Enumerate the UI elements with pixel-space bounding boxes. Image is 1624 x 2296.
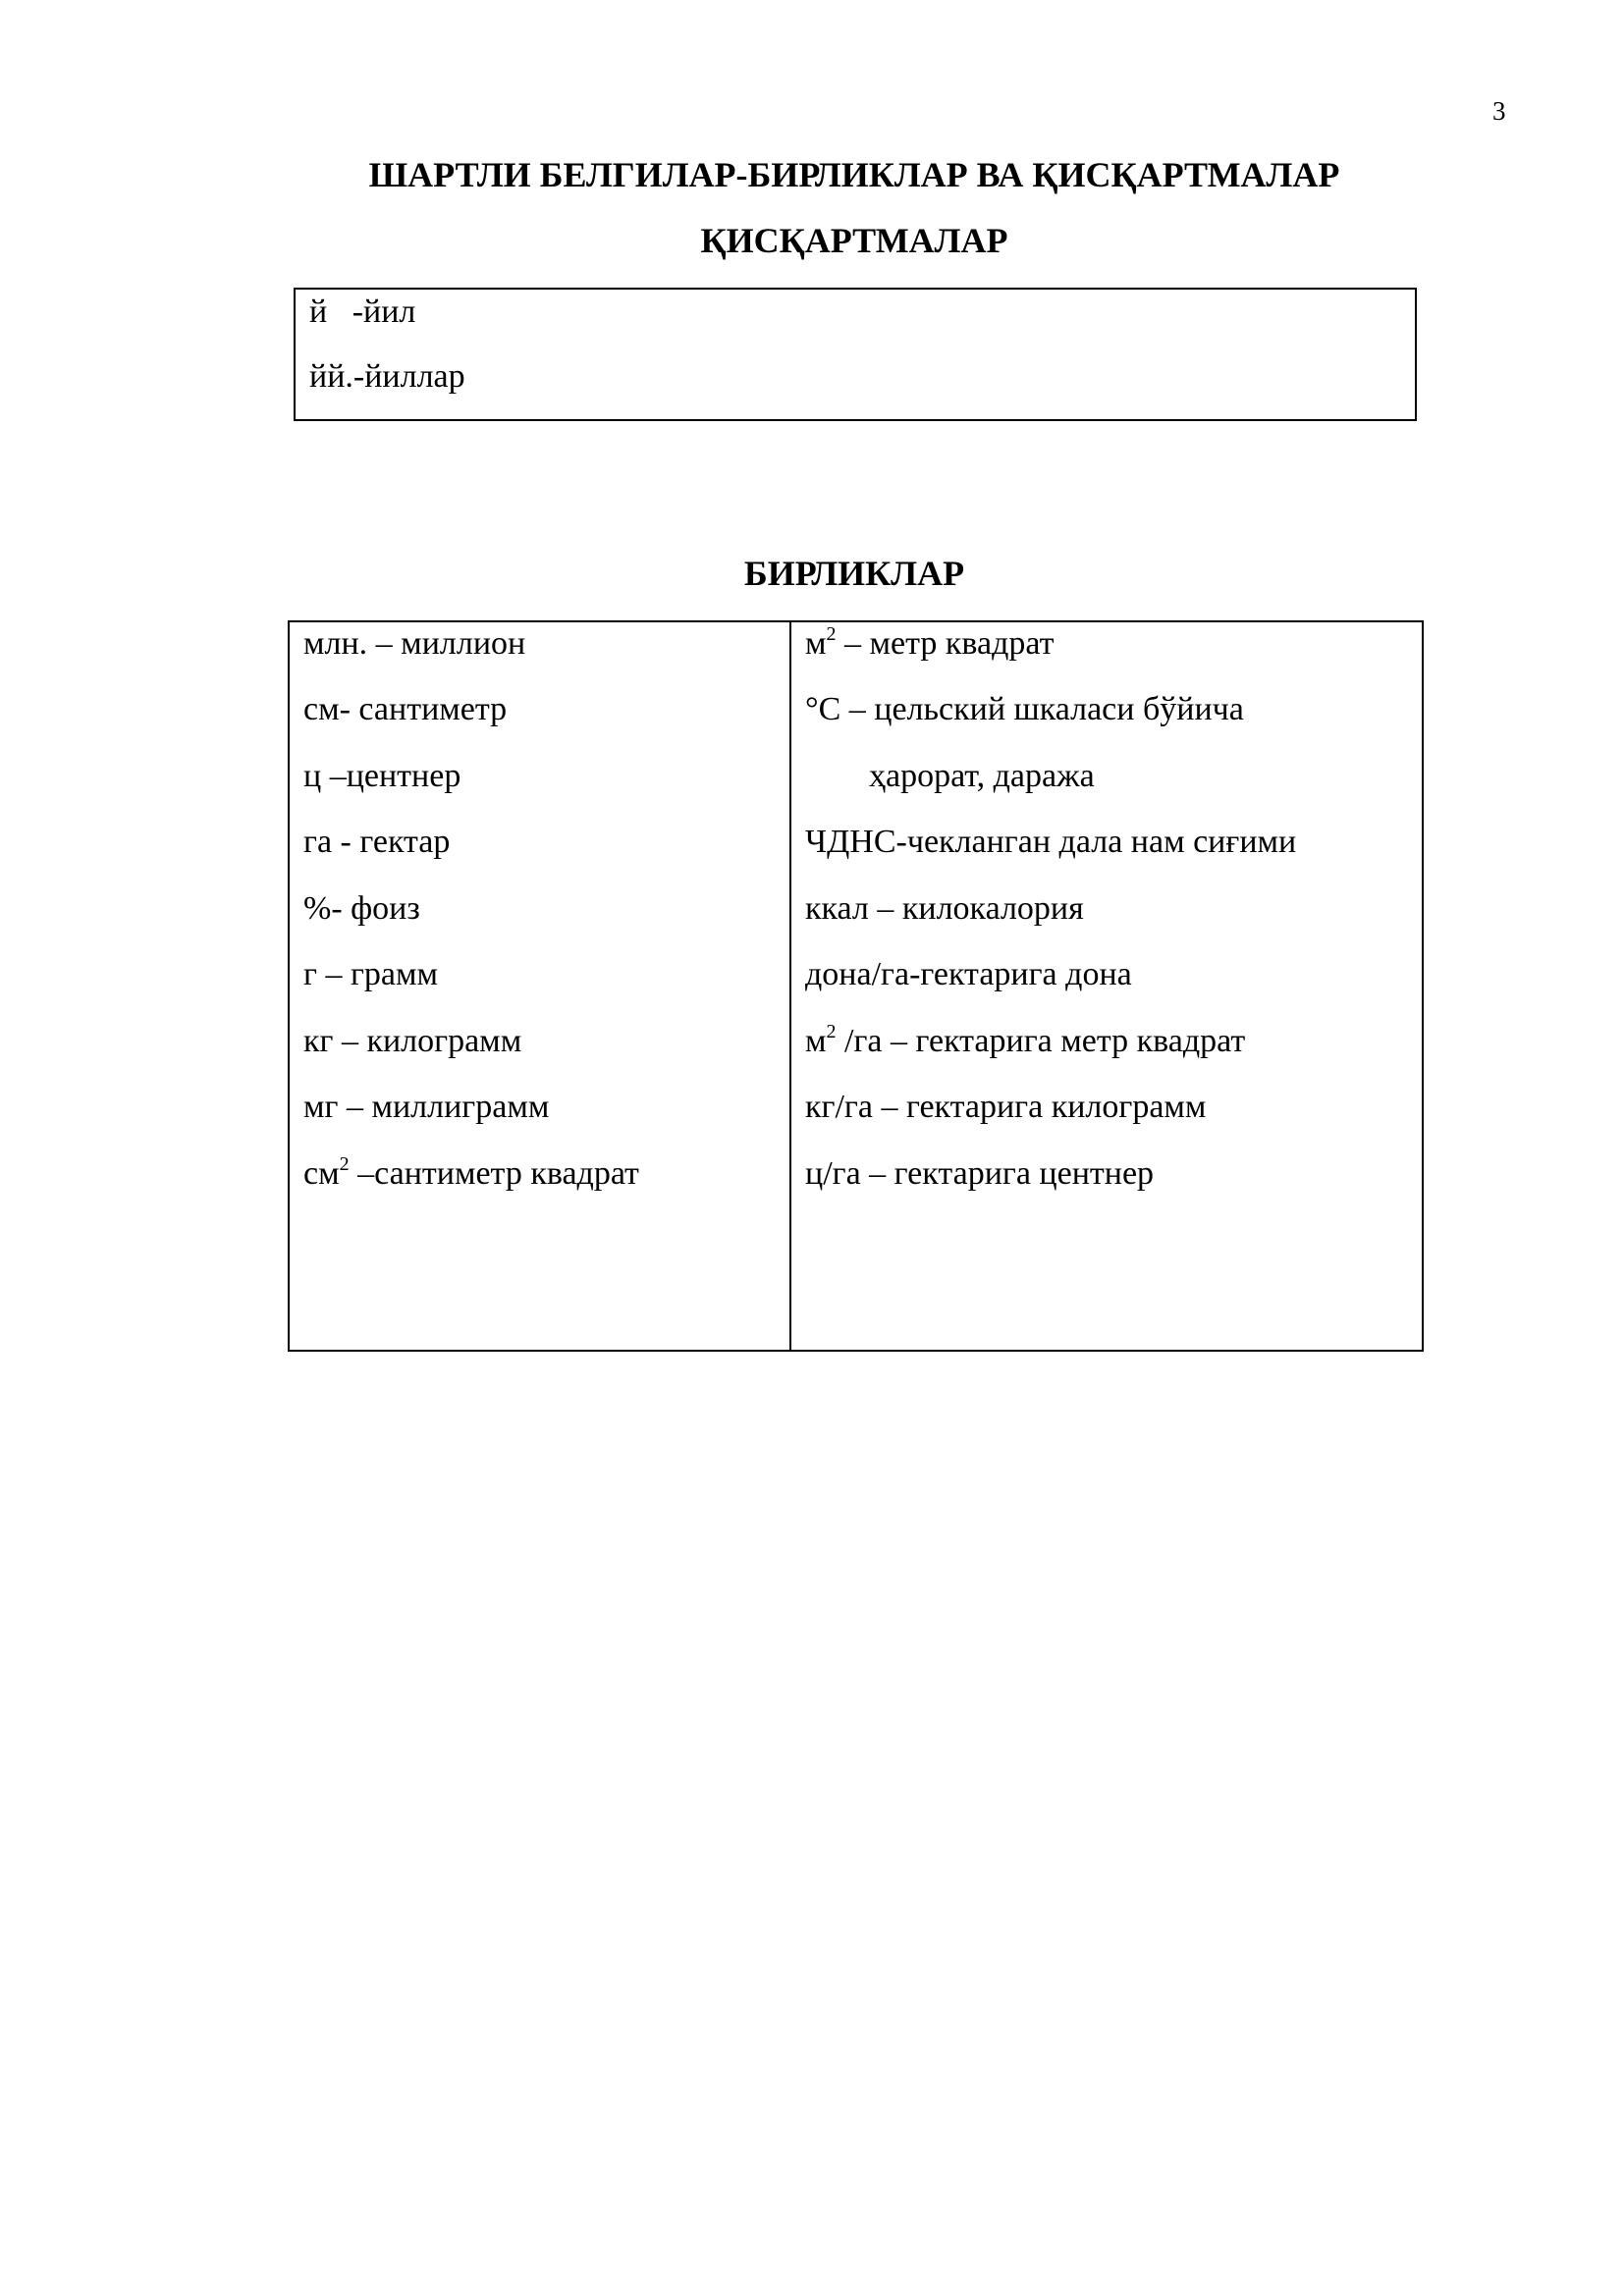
page-number: 3 [1492,96,1506,126]
unit-description: /га – гектарига метр квадрат [836,1023,1246,1059]
abbreviations-title: ҚИСҚАРТМАЛАР [700,221,1008,260]
unit-item: дона/га-гектарига дона [805,956,1132,992]
unit-base: м [805,1023,827,1059]
unit-item: %- фоиз [303,890,420,927]
unit-item: мг – миллиграмм [303,1089,550,1125]
unit-item: ц/га – гектарига центнер [805,1155,1155,1192]
unit-item [805,622,1054,669]
abbreviation-item: й -йил [309,294,416,330]
unit-item: ц –центнер [303,758,461,794]
unit-base: см [303,1155,340,1192]
unit-base: м [805,625,827,662]
unit-item-continued: ҳарорат, даража [869,758,1095,794]
abbreviation-item: йй.-йиллар [309,358,465,395]
abbreviations-box [294,288,1417,421]
units-title: БИРЛИКЛАР [743,554,965,593]
unit-description: – метр квадрат [836,625,1055,662]
unit-description: –сантиметр квадрат [349,1155,639,1192]
unit-item: г – грамм [303,956,439,992]
unit-item: кг/га – гектарига килограмм [805,1089,1207,1125]
unit-exponent: 2 [339,1153,350,1175]
column-divider [789,622,791,1350]
unit-item: см- сантиметр [303,691,508,727]
unit-item: га - гектар [303,824,451,860]
main-title: ШАРТЛИ БЕЛГИЛАР-БИРЛИКЛАР ВА ҚИСҚАРТМАЛАР [368,155,1340,194]
unit-item: кг – килограмм [303,1023,522,1059]
unit-exponent: 2 [826,1021,837,1042]
unit-item [805,1020,1245,1067]
unit-exponent: 2 [826,623,837,645]
unit-item: млн. – миллион [303,625,526,662]
unit-item: °С – цельский шкаласи бўйича [805,691,1244,727]
unit-item: ккал – килокалория [805,890,1084,927]
units-table [288,620,1424,1352]
unit-item: ЧДНС-чекланган дала нам сиғими [805,824,1297,860]
unit-item [303,1152,639,1200]
